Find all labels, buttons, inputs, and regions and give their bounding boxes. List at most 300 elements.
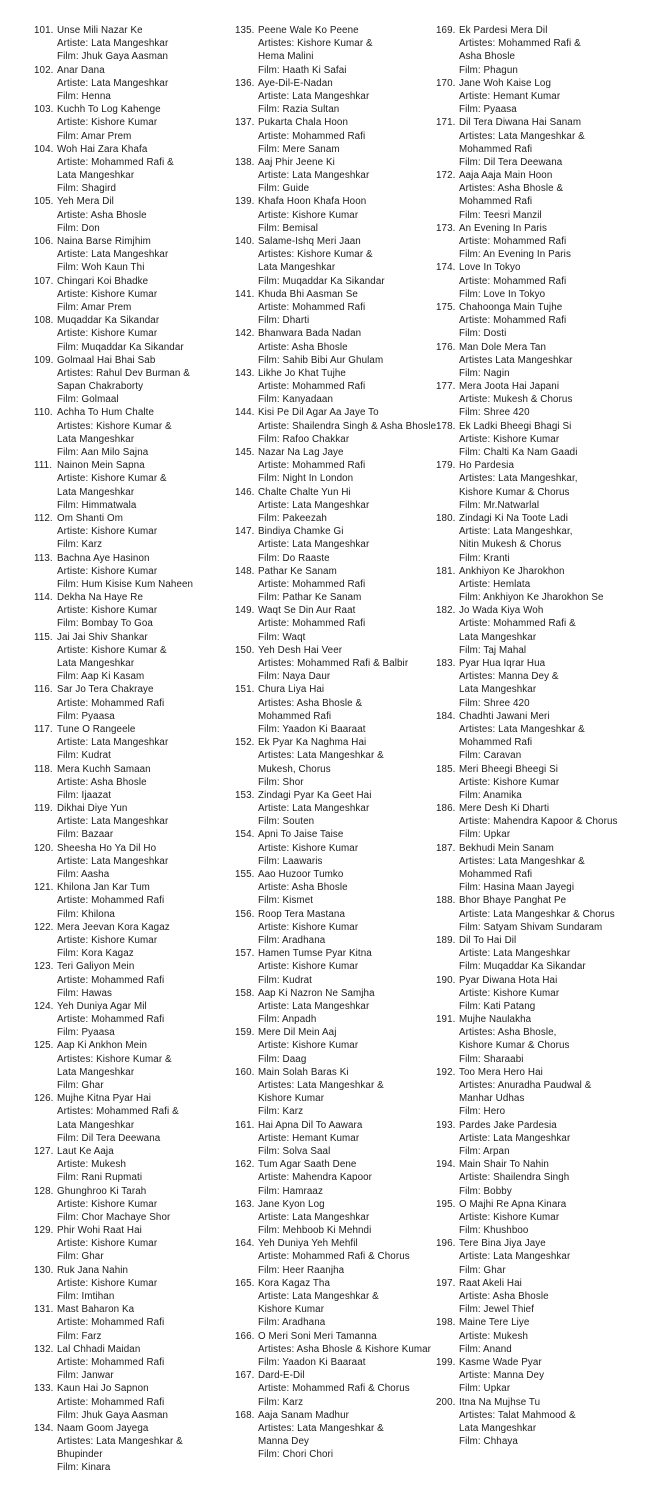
track-detail-line: Kishore Kumar — [258, 1304, 325, 1316]
track-detail-line: Artistes: Asha Bhosle & — [459, 183, 564, 195]
track-title: Raat Akeli Hai — [459, 1277, 522, 1289]
track-title: Jo Wada Kiya Woh — [459, 605, 544, 617]
track-detail-line: Artiste: Kishore Kumar — [57, 1238, 158, 1250]
track-entry — [34, 512, 235, 552]
track-body — [258, 1277, 436, 1330]
track-detail-line: Film: Teesri Manzil — [459, 209, 542, 221]
track-detail-line: Film: Karz — [258, 1106, 304, 1118]
track-number: 111. — [34, 460, 53, 472]
track-body — [258, 987, 436, 1027]
track-body — [459, 894, 652, 934]
track-title: Unse Mili Nazar Ke — [57, 25, 143, 36]
track-entry — [436, 420, 652, 460]
track-detail-line: Artiste: Kishore Kumar — [459, 1211, 560, 1223]
track-detail-line: Film: Jewel Thief — [459, 1304, 535, 1316]
track-detail-line: Film: Laawaris — [258, 855, 323, 867]
track-title: Main Solah Baras Ki — [258, 1066, 349, 1078]
track-entry — [34, 275, 235, 315]
track-number: 186. — [436, 803, 456, 815]
track-entry — [34, 64, 235, 104]
track-entry — [34, 842, 235, 882]
track-body — [258, 116, 436, 156]
track-detail-line: Manna Dey — [258, 1436, 309, 1448]
track-entry — [235, 367, 436, 407]
track-entry — [235, 1237, 436, 1277]
track-detail-line: Artiste: Kishore Kumar — [459, 433, 560, 445]
track-entry — [436, 842, 652, 895]
track-detail-line: Film: Bobby — [459, 1185, 512, 1197]
track-title: Ek Pardesi Mera Dil — [459, 25, 548, 36]
track-detail-line: Film: Aap Ki Kasam — [57, 671, 145, 683]
track-title: Kisi Pe Dil Agar Aa Jaye To — [258, 407, 379, 419]
track-title: Too Mera Hero Hai — [459, 1066, 543, 1078]
track-body — [258, 1330, 436, 1370]
track-number: 137. — [235, 117, 255, 129]
track-body — [459, 420, 652, 460]
track-body — [57, 683, 235, 723]
track-entry — [235, 525, 436, 565]
track-detail-line: Artiste: Lata Mangeshkar — [258, 1000, 370, 1012]
track-title: Kora Kagaz Tha — [258, 1277, 331, 1289]
track-detail-line: Artiste: Mohammed Rafi — [258, 460, 366, 472]
track-body — [459, 341, 652, 381]
track-detail-line: Artistes: Lata Mangeshkar & — [459, 130, 585, 142]
track-body — [459, 657, 652, 710]
track-title: Aao Huzoor Tumko — [258, 869, 344, 880]
track-body — [459, 77, 652, 117]
track-detail-line: Film: Souten — [258, 816, 315, 828]
track-title: Itna Na Mujhse Tu — [459, 1396, 541, 1408]
track-body — [57, 1224, 235, 1264]
track-body — [258, 604, 436, 644]
track-entry — [436, 604, 652, 657]
track-entry — [34, 235, 235, 275]
track-body — [459, 934, 652, 974]
track-body — [459, 380, 652, 420]
track-number: 166. — [235, 1330, 255, 1342]
track-entry — [436, 1119, 652, 1159]
track-detail-line: Lata Mangeshkar — [57, 1066, 135, 1078]
track-title: Golmaal Hai Bhai Sab — [57, 354, 156, 366]
track-detail-line: Artiste: Lata Mangeshkar — [57, 816, 169, 828]
track-detail-line: Artistes: Asha Bhosle, — [459, 1027, 557, 1039]
track-body — [57, 1382, 235, 1422]
track-title: Ruk Jana Nahin — [57, 1264, 129, 1276]
track-detail-line: Artistes: Mohammed Rafi & — [459, 38, 581, 50]
track-detail-line: Film: Aasha — [57, 869, 110, 880]
track-entry — [235, 327, 436, 367]
track-title: Dil To Hai Dil — [459, 934, 517, 946]
track-number: 114. — [34, 592, 53, 604]
track-number: 187. — [436, 842, 456, 854]
track-title: Meri Bheegi Bheegi Si — [459, 763, 559, 775]
track-detail-line: Film: Rani Rupmati — [57, 1172, 143, 1184]
track-column — [235, 24, 436, 1475]
track-detail-line: Lata Mangeshkar — [57, 658, 135, 669]
track-title: Roop Tera Mastana — [258, 908, 346, 920]
track-detail-line: Film: Bombay To Goa — [57, 618, 153, 630]
track-detail-line: Artistes: Mohammed Rafi & — [57, 1106, 179, 1118]
track-body — [459, 604, 652, 657]
track-body — [57, 1185, 235, 1225]
track-body — [258, 1026, 436, 1066]
track-detail-line: Artistes Lata Mangeshkar — [459, 354, 573, 366]
track-detail-line: Film: Mere Sanam — [258, 143, 340, 155]
track-detail-line: Artiste: Asha Bhosle — [258, 882, 348, 894]
track-number: 103. — [34, 104, 54, 116]
track-number: 169. — [436, 25, 456, 36]
track-detail-line: Film: Sahib Bibi Aur Ghulam — [258, 354, 384, 366]
track-number: 117. — [34, 723, 53, 735]
track-detail-line: Artistes: Talat Mahmood & — [459, 1409, 576, 1421]
track-number: 164. — [235, 1238, 255, 1250]
track-entry — [235, 1066, 436, 1119]
track-entry — [34, 354, 235, 407]
track-detail-line: Film: Pakeezah — [258, 512, 327, 524]
track-number: 185. — [436, 763, 456, 775]
track-body — [459, 261, 652, 301]
track-detail-line: Artistes: Manna Dey & — [459, 671, 559, 683]
track-title: Yeh Mera Dil — [57, 196, 114, 208]
track-title: Main Shair To Nahin — [459, 1159, 549, 1171]
track-body — [459, 974, 652, 1014]
track-detail-line: Film: Chalti Ka Nam Gaadi — [459, 447, 578, 458]
track-title: Jane Kyon Log — [258, 1198, 325, 1210]
track-body — [57, 921, 235, 961]
track-detail-line: Film: Mr.Natwarlal — [459, 499, 540, 511]
track-detail-line: Artiste: Kishore Kumar — [258, 842, 359, 854]
track-entry — [34, 1039, 235, 1092]
track-entry — [436, 763, 652, 803]
track-body — [258, 565, 436, 605]
track-entry — [34, 802, 235, 842]
track-detail-line: Film: Shagird — [57, 183, 117, 195]
track-title: Dekha Na Haye Re — [57, 592, 144, 604]
track-detail-line: Artiste: Shailendra Singh & Asha Bhosle — [258, 420, 437, 432]
track-body — [459, 116, 652, 169]
track-entry — [34, 314, 235, 354]
track-body — [258, 1066, 436, 1119]
track-detail-line: Film: Khushboo — [459, 1225, 529, 1237]
track-body — [459, 1119, 652, 1159]
track-detail-line: Film: Naya Daur — [258, 671, 331, 683]
track-title: Chadhti Jawani Meri — [459, 710, 550, 722]
track-number: 178. — [436, 420, 456, 432]
track-detail-line: Film: Shree 420 — [459, 697, 530, 709]
track-body — [57, 314, 235, 354]
track-body — [57, 631, 235, 684]
track-detail-line: Bhupinder — [57, 1449, 103, 1461]
track-detail-line: Film: Rafoo Chakkar — [258, 433, 350, 445]
track-detail-line: Artiste: Kishore Kumar — [459, 987, 560, 999]
track-entry — [34, 406, 235, 459]
track-body — [459, 565, 652, 605]
track-number: 196. — [436, 1238, 456, 1250]
track-number: 143. — [235, 367, 255, 379]
track-body — [258, 789, 436, 829]
track-body — [57, 591, 235, 631]
track-number: 193. — [436, 1119, 456, 1131]
track-number: 200. — [436, 1396, 456, 1408]
track-title: Pukarta Chala Hoon — [258, 117, 349, 129]
track-detail-line: Artiste: Asha Bhosle — [57, 776, 147, 788]
track-detail-line: Artiste: Mohammed Rafi — [258, 618, 366, 630]
track-title: Khilona Jan Kar Tum — [57, 882, 150, 894]
track-detail-line: Film: Pyaasa — [57, 710, 115, 722]
track-detail-line: Film: Heer Raanjha — [258, 1264, 345, 1276]
track-title: Phir Wohi Raat Hai — [57, 1225, 142, 1237]
track-body — [57, 406, 235, 459]
track-title: Mast Baharon Ka — [57, 1304, 135, 1316]
track-number: 180. — [436, 512, 456, 524]
track-detail-line: Film: Kudrat — [57, 750, 112, 762]
track-title: Mujhe Kitna Pyar Hai — [57, 1093, 152, 1105]
track-entry — [436, 512, 652, 565]
track-entry — [235, 1198, 436, 1238]
track-title: Achha To Hum Chalte — [57, 407, 155, 419]
track-detail-line: Film: Imtihan — [57, 1291, 115, 1302]
track-title: Nainon Mein Sapna — [57, 460, 145, 472]
track-number: 156. — [235, 908, 255, 920]
track-number: 141. — [235, 288, 255, 300]
track-body — [258, 446, 436, 486]
track-detail-line: Hema Malini — [258, 51, 314, 63]
track-title: Aaja Aaja Main Hoon — [459, 170, 553, 182]
track-title: Peene Wale Ko Peene — [258, 25, 359, 36]
track-detail-line: Film: Jhuk Gaya Aasman — [57, 51, 169, 63]
track-number: 101. — [34, 25, 54, 36]
track-title: Om Shanti Om — [57, 512, 123, 524]
track-body — [258, 1158, 436, 1198]
track-title: Kuchh To Log Kahenge — [57, 104, 161, 116]
track-title: Aye-Dil-E-Nadan — [258, 77, 333, 89]
track-entry — [436, 657, 652, 710]
track-detail-line: Artiste: Kishore Kumar — [57, 1277, 158, 1289]
track-number: 130. — [34, 1264, 54, 1276]
track-title: Hamen Tumse Pyar Kitna — [258, 948, 372, 960]
track-number: 102. — [34, 64, 54, 76]
track-detail-line: Artiste: Kishore Kumar & — [57, 644, 167, 656]
track-detail-line: Film: Satyam Shivam Sundaram — [459, 921, 603, 933]
track-title: Hai Apna Dil To Aawara — [258, 1119, 363, 1131]
track-entry — [34, 552, 235, 592]
track-detail-line: Artistes: Kishore Kumar & — [258, 38, 373, 50]
track-detail-line: Artiste: Hemant Kumar — [459, 90, 561, 102]
track-title: Yeh Duniya Yeh Mehfil — [258, 1238, 358, 1250]
track-detail-line: Film: Janwar — [57, 1370, 114, 1382]
track-entry — [34, 195, 235, 235]
track-detail-line: Artiste: Kishore Kumar — [258, 1040, 359, 1052]
track-title: O Majhi Re Apna Kinara — [459, 1198, 567, 1210]
track-detail-line: Artiste: Kishore Kumar — [57, 934, 158, 946]
track-column — [436, 24, 652, 1475]
track-body — [459, 459, 652, 512]
track-detail-line: Film: Razia Sultan — [258, 104, 340, 116]
track-entry — [235, 195, 436, 235]
track-entry — [436, 169, 652, 222]
track-title: Ek Ladki Bheegi Bhagi Si — [459, 420, 572, 432]
track-title: Anar Dana — [57, 64, 105, 76]
track-title: Aap Ki Nazron Ne Samjha — [258, 987, 375, 999]
track-detail-line: Artiste: Mohammed Rafi — [258, 578, 366, 590]
track-number: 199. — [436, 1356, 456, 1368]
track-detail-line: Film: Muqaddar Ka Sikandar — [57, 341, 184, 353]
track-entry — [34, 1264, 235, 1304]
track-body — [258, 1409, 436, 1462]
track-number: 116. — [34, 684, 53, 696]
track-detail-line: Artiste: Kishore Kumar — [57, 1198, 158, 1210]
track-title: Waqt Se Din Aur Raat — [258, 605, 356, 617]
track-detail-line: Film: Dil Tera Deewana — [459, 156, 563, 168]
track-detail-line: Film: Himmatwala — [57, 499, 137, 511]
track-entry — [436, 341, 652, 381]
track-title: Chingari Koi Bhadke — [57, 275, 149, 287]
track-body — [459, 301, 652, 341]
track-detail-line: Artiste: Mohammed Rafi — [459, 315, 567, 327]
track-detail-line: Artiste: Hemant Kumar — [258, 1132, 360, 1144]
track-detail-line: Film: Kranti — [459, 552, 510, 564]
track-detail-line: Film: Ghar — [459, 1264, 506, 1276]
track-detail-line: Artiste: Asha Bhosle — [459, 1291, 549, 1302]
track-title: Tune O Rangeele — [57, 723, 136, 735]
track-title: Salame-Ishq Meri Jaan — [258, 236, 361, 247]
track-title: Bhanwara Bada Nadan — [258, 328, 362, 340]
track-detail-line: Film: Nagin — [459, 367, 510, 379]
track-title: Love In Tokyo — [459, 262, 521, 274]
track-detail-line: Kishore Kumar — [258, 1093, 325, 1105]
track-detail-line: Film: Solva Saal — [258, 1145, 331, 1157]
track-entry — [34, 881, 235, 921]
track-detail-line: Lata Mangeshkar — [57, 170, 135, 182]
track-body — [258, 1119, 436, 1159]
track-body — [57, 195, 235, 235]
track-number: 168. — [235, 1409, 255, 1421]
track-detail-line: Film: Anpadh — [258, 1014, 317, 1026]
track-detail-line: Film: Farz — [57, 1330, 102, 1342]
track-number: 140. — [235, 236, 255, 247]
track-number: 195. — [436, 1198, 456, 1210]
track-detail-line: Film: Chori Chori — [258, 1449, 334, 1461]
track-entry — [235, 156, 436, 196]
track-entry — [436, 1396, 652, 1449]
track-body — [258, 235, 436, 288]
track-title: Dil Tera Diwana Hai Sanam — [459, 117, 582, 129]
track-detail-line: Film: Daag — [258, 1053, 307, 1065]
track-detail-line: Film: Do Raaste — [258, 552, 330, 564]
track-number: 159. — [235, 1027, 255, 1039]
track-entry — [235, 288, 436, 328]
track-entry — [235, 235, 436, 288]
track-number: 153. — [235, 789, 255, 801]
track-detail-line: Lata Mangeshkar — [459, 631, 537, 643]
track-number: 192. — [436, 1066, 456, 1078]
track-title: Ghunghroo Ki Tarah — [57, 1185, 147, 1197]
track-entry — [436, 974, 652, 1014]
track-detail-line: Kishore Kumar & Chorus — [459, 1040, 570, 1052]
track-number: 191. — [436, 1014, 456, 1026]
track-entry — [235, 604, 436, 644]
track-title: Aaja Sanam Madhur — [258, 1409, 350, 1421]
track-detail-line: Artiste: Lata Mangeshkar — [258, 539, 370, 551]
track-detail-line: Artistes: Asha Bhosle & Kishore Kumar — [258, 1343, 432, 1355]
track-body — [57, 802, 235, 842]
track-entry — [235, 828, 436, 868]
track-body — [459, 169, 652, 222]
track-entry — [34, 103, 235, 143]
track-detail-line: Mohammed Rafi — [459, 869, 533, 880]
track-detail-line: Artiste: Mohammed Rafi — [258, 130, 366, 142]
track-number: 181. — [436, 565, 456, 577]
track-body — [57, 235, 235, 275]
track-detail-line: Film: Henna — [57, 90, 111, 102]
track-number: 188. — [436, 895, 456, 907]
track-detail-line: Film: Mehboob Ki Mehndi — [258, 1225, 372, 1237]
track-detail-line: Film: Caravan — [459, 750, 522, 762]
track-detail-line: Film: Amar Prem — [57, 301, 132, 313]
track-detail-line: Artiste: Hemlata — [459, 578, 531, 590]
track-detail-line: Artiste: Kishore Kumar — [258, 921, 359, 933]
track-number: 139. — [235, 196, 255, 208]
track-detail-line: Artiste: Lata Mangeshkar — [57, 38, 169, 50]
track-entry — [235, 1369, 436, 1409]
track-entry — [34, 24, 235, 64]
track-body — [459, 1237, 652, 1277]
track-detail-line: Lata Mangeshkar — [258, 262, 336, 274]
track-detail-line: Film: Yaadon Ki Baaraat — [258, 723, 366, 735]
track-entry — [436, 565, 652, 605]
track-number: 163. — [235, 1198, 255, 1210]
track-detail-line: Artiste: Mohammed Rafi & Chorus — [258, 1383, 410, 1395]
track-body — [57, 1092, 235, 1145]
track-title: Nazar Na Lag Jaye — [258, 447, 344, 458]
track-detail-line: Artiste: Mahendra Kapoor — [258, 1172, 373, 1184]
track-detail-line: Film: Taj Mahal — [459, 644, 527, 656]
track-number: 128. — [34, 1185, 54, 1197]
track-detail-line: Artiste: Lata Mangeshkar — [258, 803, 370, 815]
track-detail-line: Mohammed Rafi — [258, 710, 332, 722]
track-body — [459, 1158, 652, 1198]
track-title: Woh Hai Zara Khafa — [57, 143, 148, 155]
track-entry — [235, 987, 436, 1027]
track-title: Pyar Hua Iqrar Hua — [459, 658, 546, 669]
track-detail-line: Film: Golmaal — [57, 394, 119, 406]
track-entry — [436, 802, 652, 842]
track-entry — [436, 1013, 652, 1066]
track-number: 194. — [436, 1159, 456, 1171]
track-detail-line: Film: Haath Ki Safai — [258, 64, 347, 76]
track-entry — [436, 894, 652, 934]
track-body — [258, 736, 436, 789]
track-body — [258, 327, 436, 367]
track-detail-line: Artiste: Mohammed Rafi — [57, 1396, 165, 1408]
track-detail-line: Film: Ghar — [57, 1080, 104, 1091]
track-detail-line: Film: Hamraaz — [258, 1185, 323, 1197]
track-detail-line: Film: Kora Kagaz — [57, 948, 134, 960]
track-number: 110. — [34, 407, 53, 419]
track-number: 161. — [235, 1119, 255, 1131]
track-title: Mera Jeevan Kora Kagaz — [57, 921, 170, 933]
track-detail-line: Film: Upkar — [459, 829, 511, 841]
track-body — [459, 1356, 652, 1396]
track-detail-line: Film: Waqt — [258, 631, 306, 643]
track-detail-line: Lata Mangeshkar — [57, 433, 135, 445]
track-entry — [34, 763, 235, 803]
track-body — [57, 459, 235, 512]
track-entry — [34, 1382, 235, 1422]
track-title: Kaun Hai Jo Sapnon — [57, 1383, 149, 1395]
track-body — [459, 1013, 652, 1066]
track-body — [57, 842, 235, 882]
